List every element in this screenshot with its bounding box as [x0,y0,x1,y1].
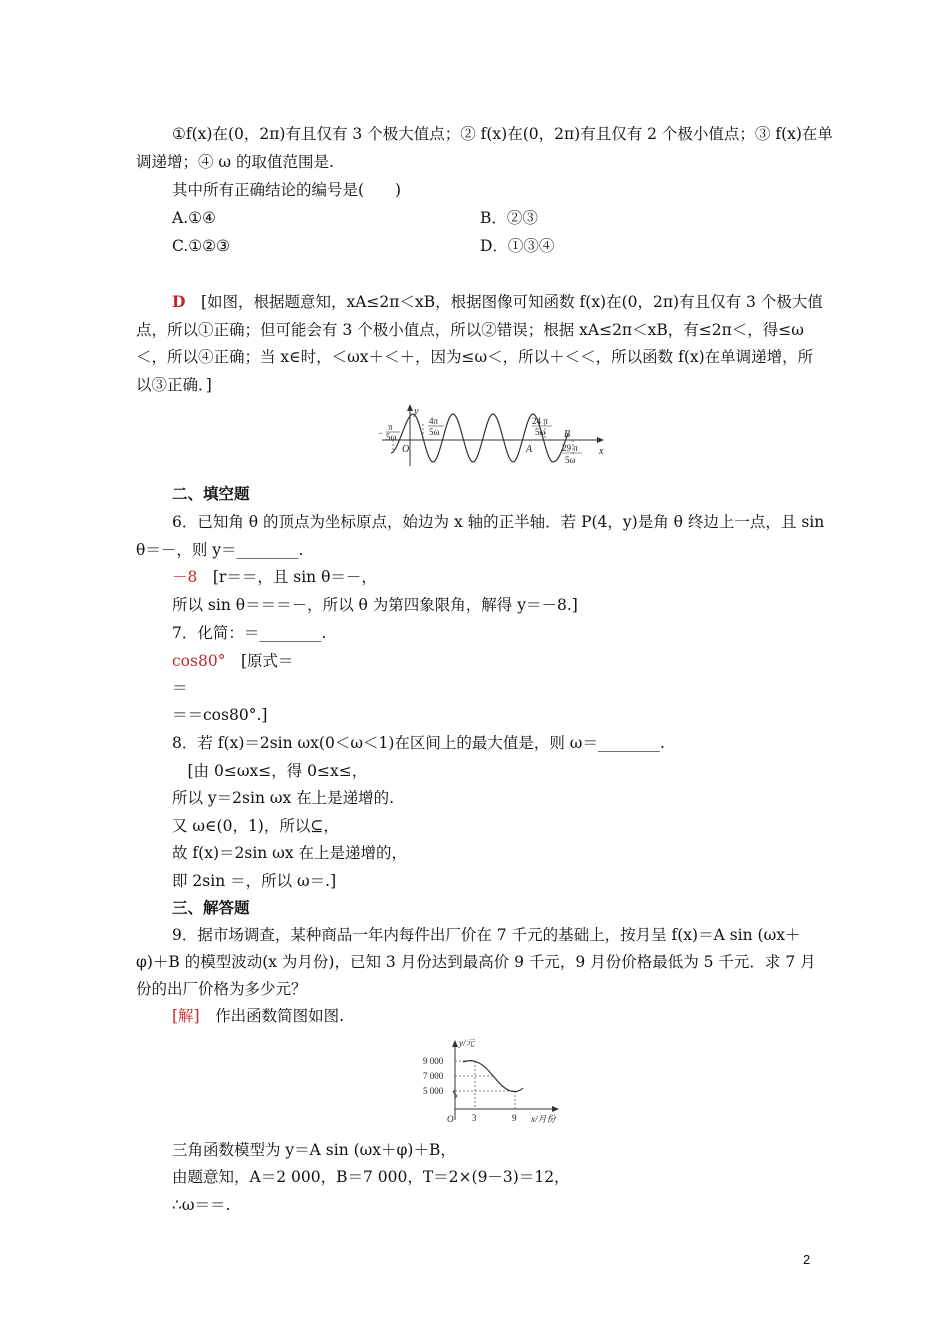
q9-solution-intro-text: 作出函数简图如图. [199,1007,345,1025]
sine-label-y: y [414,406,419,417]
price-xtick-3: 3 [472,1113,477,1123]
price-label-y: y/元 [459,1038,475,1048]
q6-answer: －8 [172,568,198,586]
q5-statement-line2: 调递增；④ ω 的取值范围是. [136,153,334,171]
q6-solution-line2: 所以 sin θ＝＝＝－，所以 θ 为第四象限角，解得 y＝－8.] [172,596,578,614]
sine-y-arrow [407,404,413,411]
q6-solution-line1 [172,567,377,587]
q5-option-b: B．②③ [480,209,538,227]
sine-tick3-den: 5ω [535,427,546,437]
q9-solution-line2: 由题意知，A＝2 000，B＝7 000，T＝2×(9－3)＝12， [172,1168,570,1186]
price-x-arrow [552,1106,559,1112]
q6-line2: θ＝－，则 y＝________. [136,541,304,559]
q9-line2: φ)＋B 的模型波动(x 为月份)，已知 3 月份达到最高价 9 千元，9 月份价格最低为 5 千元．求 7 月 [136,953,816,971]
q9-solution-line1: 三角函数模型为 y＝A sin (ωx＋φ)＋B， [172,1141,456,1159]
q7-solution-line1 [172,651,294,671]
q9-line1: 9．据市场调查，某种商品一年内每件出厂价在 7 千元的基础上，按月呈 f(x)＝A sin (ωx＋ [172,926,801,944]
q8-solution-line2: 所以 y＝2sin ωx 在上是递增的. [172,789,395,807]
q5-prompt: 其中所有正确结论的编号是( ) [172,181,402,199]
q9-solution-intro [172,1006,344,1026]
q7-line1: 7．化简：＝________. [172,624,327,642]
q9-solution-line3: ∴ω＝＝. [172,1196,231,1214]
sine-graph-figure [378,402,610,468]
sine-label-a: A [526,444,533,455]
q8-line1: 8．若 f(x)＝2sin ωx(0＜ω＜1)在区间上的最大值是，则 ω＝________. [172,734,665,752]
price-ytick-7000: 7 000 [423,1071,444,1081]
sine-tick1-num: π [388,422,393,432]
section-fill-in-blank-title: 二、填空题 [172,484,250,503]
q7-solution-text1: [原式＝ [225,652,294,670]
q5-solution-line3: ＜，所以④正确；当 x∈时，＜ωx＋＜＋，因为≤ω＜，所以＋＜＜，所以函数 f(x)在单调递增，所 [136,348,814,366]
sine-tick1-sign: − [378,428,384,438]
sine-tick1-den: 5ω [386,432,397,442]
sine-tick2-num: 4π [429,416,439,426]
price-label-origin: O [447,1114,454,1124]
q5-answer: D [172,292,186,311]
q5-statement-line1: ①f(x)在(0，2π)有且仅有 3 个极大值点；② f(x)在(0，2π)有且仅有 2 个极小值点；③ f(x)在单 [172,125,833,143]
q5-solution-line1 [172,292,823,312]
sine-tick2-den: 5ω [429,427,440,437]
sine-tick4-den: 5ω [565,455,576,465]
q8-solution-line1: [由 0≤ωx≤，得 0≤x≤， [172,762,368,780]
q9-line3: 份的出厂价格为多少元？ [136,980,307,998]
q7-solution-line2: ＝ [172,679,188,697]
sine-label-b: B [564,429,571,440]
q8-solution-line3: 又 ω∈(0，1)，所以⊆， [172,817,339,835]
q5-option-a: A.①④ [172,209,216,227]
sine-tick4-num: 29 π [562,443,578,453]
price-graph-figure [415,1036,565,1126]
page-number: 2 [803,1252,811,1267]
q5-option-c: C.①②③ [172,237,230,255]
price-ytick-9000: 9 000 [423,1056,444,1066]
q5-solution-line2: 点，所以①正确；但可能会有 3 个极小值点，所以②错误；根据 xA≤2π＜xB，有≤2π＜，得≤ω [136,321,804,339]
sine-x-arrow [597,437,604,443]
q8-solution-line4: 故 f(x)＝2sin ωx 在上是递增的， [172,844,407,862]
q9-solution-tag: [解] [172,1007,200,1025]
price-label-x: x/月份 [531,1114,556,1124]
sine-tick3-num: 24 π [532,416,548,426]
q7-answer: cos80° [172,652,226,670]
q7-solution-line3: ＝＝cos80°.] [172,706,268,724]
price-ytick-5000: 5 000 [423,1086,444,1096]
q5-solution-line4: 以③正确．] [136,376,212,394]
section-answer-questions-title: 三、解答题 [172,898,250,917]
price-y-arrow [452,1040,458,1047]
price-xtick-9: 9 [512,1113,517,1123]
q6-line1: 6．已知角 θ 的顶点为坐标原点，始边为 x 轴的正半轴．若 P(4，y)是角 θ 终边上一点，且 sin [172,513,825,531]
q6-solution-text1: [r＝＝，且 sin θ＝－， [197,568,377,586]
q5-solution-text1: [如图，根据题意知，xA≤2π＜xB，根据图像可知函数 f(x)在(0，2π)有且仅有 3 个极大值 [185,293,823,311]
q8-solution-line5: 即 2sin ＝，所以 ω＝.] [172,872,337,890]
q5-option-d: D．①③④ [480,237,555,255]
sine-label-x: x [599,446,604,457]
sine-label-origin: O [402,444,410,455]
